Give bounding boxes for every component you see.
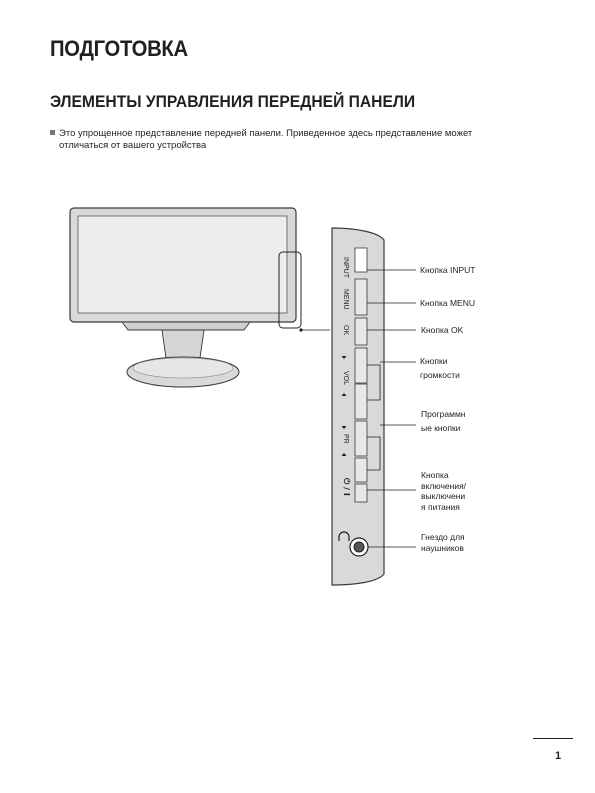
headphone-jack-hole <box>354 542 364 552</box>
program-up-button[interactable] <box>355 421 367 456</box>
callout-power-line-4: я питания <box>421 501 460 512</box>
program-down-button[interactable] <box>355 458 367 482</box>
volume-down-button[interactable] <box>355 384 367 419</box>
callout-headphone-line-2: наушников <box>421 542 464 553</box>
callout-program-line-1: Программн <box>421 409 466 419</box>
leader-dot <box>299 328 302 331</box>
panel-label-power: ⏻ / I <box>342 478 351 496</box>
tv-screen <box>78 216 287 313</box>
note-line-2: отличаться от вашего устройства <box>59 139 207 151</box>
callout-headphone-line-1: Гнездо для <box>421 532 465 542</box>
panel-label-menu: MENU <box>342 289 349 310</box>
menu-button[interactable] <box>355 279 367 315</box>
volume-up-button[interactable] <box>355 348 367 383</box>
callout-menu: Кнопка MENU <box>420 298 475 308</box>
tv-stand-base-top <box>133 358 233 378</box>
callout-power-line-1: Кнопка <box>421 470 449 480</box>
callout-volume-line-2: громкости <box>420 369 460 380</box>
power-button[interactable] <box>355 484 367 502</box>
tv-front-view <box>70 208 330 387</box>
input-button[interactable] <box>355 248 367 272</box>
callout-program <box>421 409 466 433</box>
callout-power <box>421 470 466 512</box>
callout-input: Кнопка INPUT <box>420 265 476 275</box>
callout-ok: Кнопка OK <box>421 325 464 335</box>
footer-rule <box>533 738 573 739</box>
panel-label-ok: OK <box>342 325 349 336</box>
note-line-1: Это упрощенное представление передней панели. Приведенное здесь представление может <box>59 128 473 139</box>
page-number: 1 <box>555 750 562 762</box>
callout-headphone <box>421 532 465 553</box>
callout-volume-line-1: Кнопки <box>420 356 448 366</box>
tv-stand-neck <box>162 330 204 358</box>
callout-volume <box>420 356 460 380</box>
tv-bezel-bottom <box>122 322 250 330</box>
ok-button[interactable] <box>355 318 367 345</box>
page-title: ПОДГОТОВКА <box>50 36 188 61</box>
callout-program-line-2: ые кнопки <box>421 422 461 433</box>
section-title: ЭЛЕМЕНТЫ УПРАВЛЕНИЯ ПЕРЕДНЕЙ ПАНЕЛИ <box>50 92 416 111</box>
panel-label-pr: PR <box>342 434 349 444</box>
side-control-panel <box>332 228 384 585</box>
panel-label-input: INPUT <box>342 257 349 278</box>
callout-power-line-3: выключени <box>421 491 466 501</box>
callout-power-line-2: включения/ <box>421 480 467 491</box>
panel-label-vol: VOL <box>342 371 349 386</box>
